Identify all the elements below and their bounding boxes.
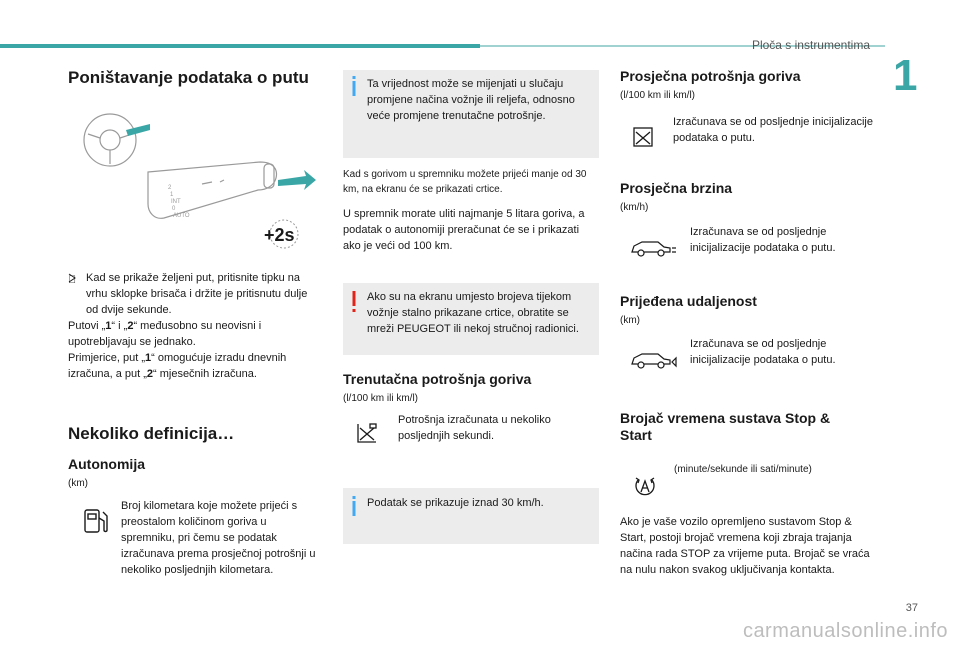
warning-box <box>343 283 599 355</box>
info-box-speed <box>343 488 599 544</box>
chapter-number: 1 <box>893 51 918 100</box>
distance-title: Prijeđena udaljenost <box>620 293 757 309</box>
trips-example-text: Primjerice, put „1“ omogućuje izradu dnevnih izračuna, a put „2“ mjesečnih izračuna. <box>68 352 287 380</box>
header-accent-bar <box>0 44 480 48</box>
stalk-label-0: 0 <box>172 206 176 212</box>
info-icon <box>351 76 357 96</box>
autonomy-title: Autonomija <box>68 456 145 472</box>
avg-speed-unit: (km/h) <box>620 202 649 213</box>
stalk-label-2: 2 <box>168 185 172 191</box>
stop-start-title-line1: Brojač vremena sustava Stop & <box>620 410 831 426</box>
section-title-definitions: Nekoliko definicija… <box>68 424 235 443</box>
info-consumption-text: Ta vrijednost može se mijenjati u slučaju promjene načina vožnje ili reljefa, odnosno veće promjene trenutačne potrošnje. <box>367 78 575 122</box>
distance-description: Izračunava se od posljednje inicijalizacije podataka o putu. <box>690 338 836 366</box>
avg-speed-car-icon <box>630 238 678 258</box>
info-box-consumption <box>343 70 599 158</box>
avg-consumption-icon <box>632 126 654 148</box>
current-consumption-unit: (l/100 km ili km/l) <box>343 393 419 404</box>
reset-instruction: Kad se prikaže željeni put, pritisnite tipku na vrhu sklopke brisača i držite je pritisnutu dulje od dvije sekunde. <box>86 272 308 316</box>
wiper-stalk-illustration <box>78 100 318 250</box>
stop-start-unit: (minute/sekunde ili sati/minute) <box>674 464 812 475</box>
bullet-arrow-icon <box>68 272 76 288</box>
avg-speed-description: Izračunava se od posljednje inicijalizacije podataka o putu. <box>690 226 836 254</box>
current-consumption-title: Trenutačna potrošnja goriva <box>343 371 532 387</box>
current-consumption-icon <box>356 422 378 444</box>
stop-start-icon <box>633 474 657 498</box>
distance-unit: (km) <box>620 315 640 326</box>
distance-car-icon <box>630 350 678 370</box>
trips-independent-text: Putovi „1“ i „2“ međusobno su neovisni i upotrebljavaju se jednako. <box>68 320 262 348</box>
autonomy-description: Broj kilometara koje možete prijeći s preostalom količinom goriva u spremniku, pri čemu se podatak izračunava prema prosječnoj potrošnji u nekoliko posljednjih kilometara. <box>121 500 316 576</box>
stop-start-description: Ako je vaše vozilo opremljeno sustavom Stop & Start, postoji brojač vremena koji zbraja trajanja načina rada STOP za vrijeme puta. Brojač se vraća na nulu nakon svakog uključivanja kontakta. <box>620 516 870 576</box>
avg-consumption-description: Izračunava se od posljednje inicijalizacije podataka o putu. <box>673 116 873 144</box>
hold-2s-badge: +2s <box>264 225 295 245</box>
refuel-text: U spremnik morate uliti najmanje 5 litara goriva, a podatak o autonomiji preračunat će se i prikazati ako je veći od 100 km. <box>343 208 585 252</box>
autonomy-unit: (km) <box>68 478 88 489</box>
dashes-text: Kad s gorivom u spremniku možete prijeći manje od 30 km, na ekranu će se prikazati crtice. <box>343 169 587 195</box>
page-number: 37 <box>905 602 918 614</box>
avg-consumption-unit: (l/100 km ili km/l) <box>620 90 696 101</box>
chapter-title: Ploča s instrumentima <box>751 38 870 52</box>
info-speed-text: Podatak se prikazuje iznad 30 km/h. <box>367 497 544 509</box>
watermark: carmanualsonline.info <box>742 620 948 642</box>
stop-start-title-line2: Start <box>620 427 652 443</box>
section-title-reset: Poništavanje podataka o putu <box>68 68 309 87</box>
info-icon-2 <box>351 496 357 516</box>
avg-consumption-title: Prosječna potrošnja goriva <box>620 68 801 84</box>
avg-speed-title: Prosječna brzina <box>620 180 733 196</box>
stalk-label-1: 1 <box>170 192 174 198</box>
stalk-label-int: INT <box>171 199 181 205</box>
fuel-autonomy-icon <box>80 506 110 536</box>
warning-text: Ako su na ekranu umjesto brojeva tijekom vožnje stalno prikazane crtice, obratite se mreži PEUGEOT ili nekoj stručnoj radionici. <box>367 291 579 335</box>
warning-icon <box>351 291 357 313</box>
stalk-label-auto: AUTO <box>173 213 190 219</box>
current-consumption-description: Potrošnja izračunata u nekoliko posljednjih sekundi. <box>398 414 551 442</box>
